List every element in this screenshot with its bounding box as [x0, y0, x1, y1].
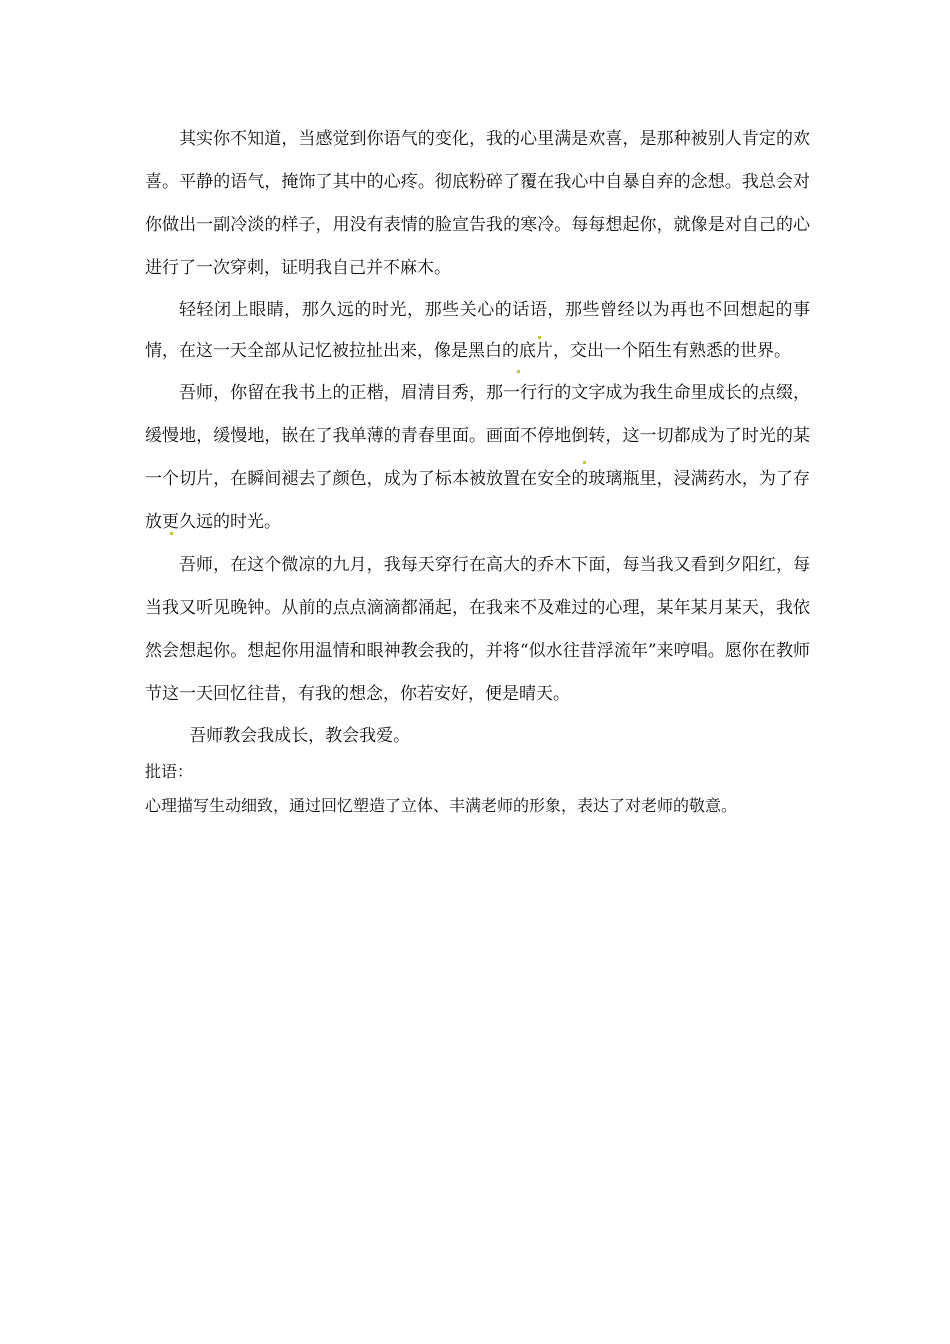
essay-paragraph-3: 吾师，你留在我书上的正楷，眉清目秀，那一行行的文字成为我生命里成长的点缀，缓慢地，缓慢地，嵌在了我单薄的青春里面。画面不停地倒转，这一切都成为了时光的某一个切片，在瞬间褪去了颜色，成为了标本被放置在安全的玻璃瓶里，浸满药水，为了存放更久远的时光。 — [145, 383, 810, 532]
essay-paragraph-4: 吾师，在这个微凉的九月，我每天穿行在高大的乔木下面，每当我又看到夕阳红，每当我又听见晚钟。从前的点点滴滴都涌起，在我来不及难过的心理，某年某月某天，我依然会想起你。想起你用温情和眼神教会我的，并将“似水往昔浮流年”来哼唱。愿你在教师节这一天回忆往昔，有我的想念，你若安好，便是晴天。 — [145, 555, 810, 704]
comment-text: 心理描写生动细致，通过回忆塑造了立体、丰满老师的形象，表达了对老师的敬意。 — [145, 796, 738, 815]
essay-closing-line: 吾师教会我成长，教会我爱。 — [189, 726, 411, 746]
scan-speck — [538, 336, 541, 339]
essay-paragraph-1: 其实你不知道，当感觉到你语气的变化，我的心里满是欢喜，是那种被别人肯定的欢喜。平静的语气，掩饰了其中的心疼。彻底粉碎了覆在我心中自暴自弃的念想。我总会对你做出一副冷淡的样子，用没有表情的脸宣告我的寒冷。每每想起你，就像是对自己的心进行了一次穿刺，证明我自己并不麻木。 — [145, 129, 810, 278]
scan-speck — [583, 461, 586, 464]
essay-body — [145, 118, 810, 824]
essay-paragraph-2: 轻轻闭上眼睛，那久远的时光，那些关心的话语，那些曾经以为再也不回想起的事情，在这一天全部从记忆被拉扯出来，像是黑白的底片，交出一个陌生有熟悉的世界。 — [145, 300, 810, 361]
scan-speck — [170, 532, 173, 535]
scan-speck — [517, 370, 520, 373]
comment-label: 批语： — [145, 762, 194, 781]
